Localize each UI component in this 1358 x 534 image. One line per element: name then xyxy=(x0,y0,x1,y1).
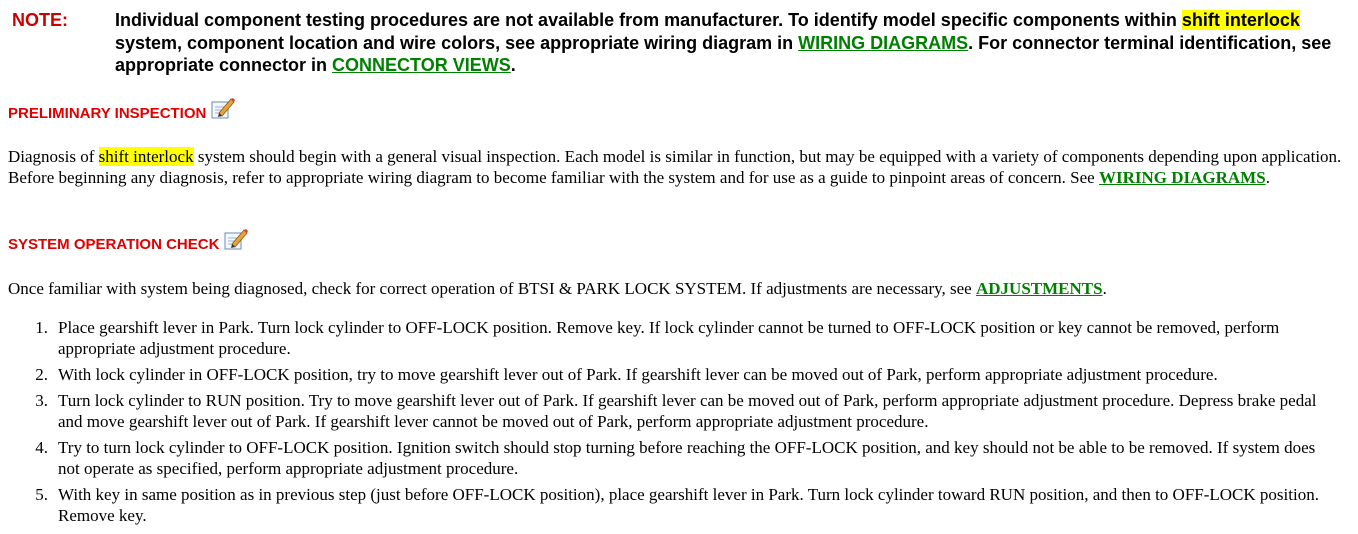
list-item xyxy=(8,437,1340,479)
wiring-diagrams-link-2[interactable]: WIRING DIAGRAMS xyxy=(1098,168,1266,187)
preliminary-heading-text: PRELIMINARY INSPECTION xyxy=(8,105,207,122)
step-number: 1. xyxy=(35,318,48,337)
note-block xyxy=(12,9,1347,77)
preliminary-inspection-heading xyxy=(8,98,236,122)
operation-paragraph xyxy=(8,278,1348,299)
step-text: With lock cylinder in OFF-LOCK position, try to move gearshift lever out of Park. If gearshift lever can be moved out of Park, perform appropriate adjustment procedure. xyxy=(58,365,1218,384)
step-number: 5. xyxy=(35,485,48,504)
note-text-part: system, component location and wire colors, see appropriate wiring diagram in xyxy=(115,32,799,53)
step-text: Try to turn lock cylinder to OFF-LOCK position. Ignition switch should stop turning before reaching the OFF-LOCK position, and key should not be able to be removed. If system does not operate as specified, perform appropriate adjustment procedure. xyxy=(58,438,1316,478)
list-item xyxy=(8,390,1340,432)
operation-text-part: Once familiar with system being diagnosed, check for correct operation of BTSI & PARK LOCK SYSTEM. If adjustments are necessary, see xyxy=(8,279,976,298)
note-text-part: . For connector terminal identification, see appropriate connector in xyxy=(115,32,1332,75)
note-label: NOTE: xyxy=(12,10,68,30)
preliminary-highlight: shift interlock xyxy=(98,147,194,166)
step-number: 4. xyxy=(35,438,48,457)
adjustments-link[interactable]: ADJUSTMENTS xyxy=(975,279,1103,298)
preliminary-text-part: Diagnosis of xyxy=(8,147,99,166)
list-item xyxy=(8,317,1340,359)
note-highlight: shift interlock xyxy=(1181,10,1300,30)
edit-note-icon[interactable] xyxy=(210,96,236,120)
preliminary-text-part: . xyxy=(1265,168,1270,187)
edit-note-icon[interactable] xyxy=(223,227,249,251)
step-text: Place gearshift lever in Park. Turn lock cylinder to OFF-LOCK position. Remove key. If lock cylinder cannot be turned to OFF-LOCK position or key cannot be removed, perform appropriate adjustment procedure. xyxy=(58,318,1280,358)
operation-heading-text: SYSTEM OPERATION CHECK xyxy=(8,236,220,253)
system-operation-check-heading xyxy=(8,229,249,253)
preliminary-text-part: system should begin with a general visual inspection. Each model is similar in function, but may be equipped with a variety of components depending upon application. Before beginning any diagnosis, refer to appropriate wiring diagram to become familiar with the system and for use as a guide to pinpoint areas of concern. See xyxy=(8,147,1342,187)
list-item xyxy=(8,364,1340,385)
step-text: Turn lock cylinder to RUN position. Try to move gearshift lever out of Park. If gearshift lever can be moved out of Park, perform appropriate adjustment procedure. Depress brake pedal and move gearshift lever out of Park. If gearshift lever cannot be moved out of Park, perform appropriate adjustment procedure. xyxy=(58,391,1317,431)
connector-views-link[interactable]: CONNECTOR VIEWS xyxy=(332,55,511,75)
preliminary-paragraph xyxy=(8,146,1348,188)
wiring-diagrams-link[interactable]: WIRING DIAGRAMS xyxy=(798,32,969,53)
operation-text-part: . xyxy=(1102,279,1107,298)
procedure-steps-list xyxy=(8,317,1340,531)
step-text: With key in same position as in previous step (just before OFF-LOCK position), place gearshift lever in Park. Turn lock cylinder toward RUN position, and then to OFF-LOCK position. Remove key. xyxy=(58,485,1319,525)
note-text xyxy=(115,9,1347,77)
note-text-part: Individual component testing procedures are not available from manufacturer. To identify model specific components within xyxy=(115,10,1182,30)
step-number: 3. xyxy=(35,391,48,410)
list-item xyxy=(8,484,1340,526)
note-text-part: . xyxy=(510,55,516,75)
step-number: 2. xyxy=(35,365,48,384)
